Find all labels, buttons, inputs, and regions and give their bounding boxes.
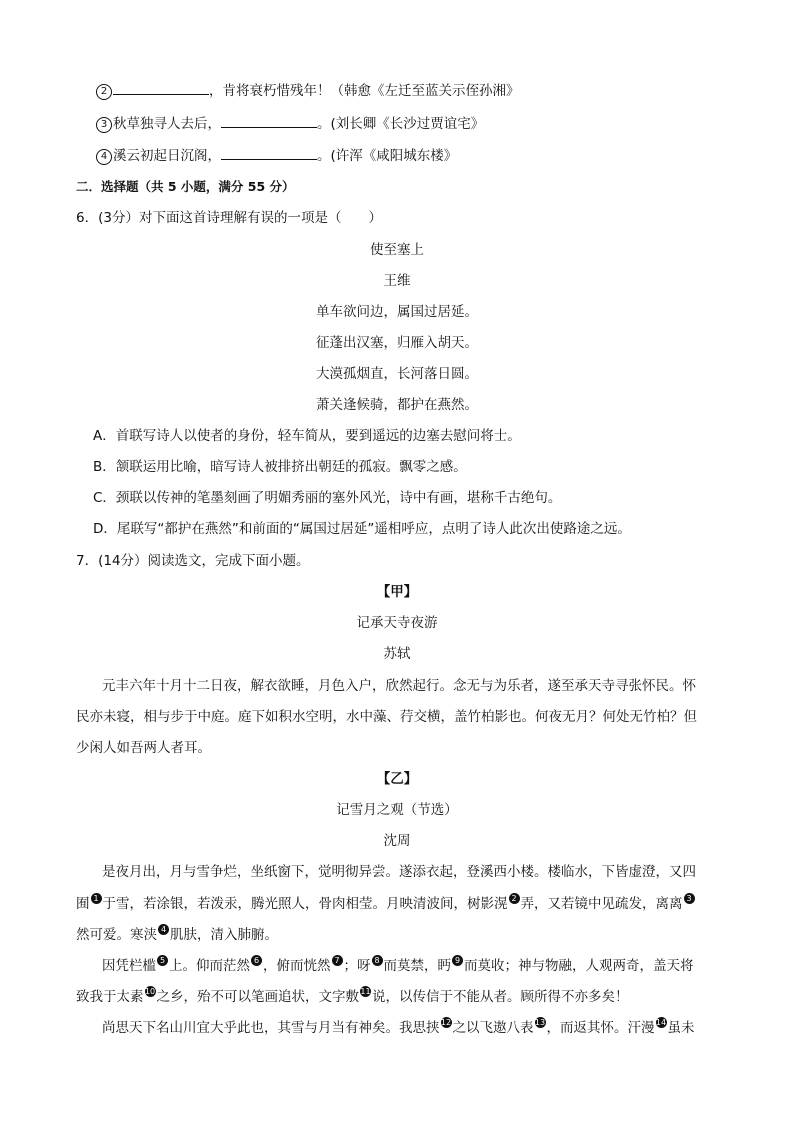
passage-title-yi: 记雪月之观（节选） xyxy=(336,802,458,818)
passage-line: 元丰六年十月十二日夜，解衣欲睡，月色入户，欣然起行。念无与为乐者，遂至承天寺寻张怀民。怀 xyxy=(102,678,696,694)
footnote-marker: 3 xyxy=(684,893,695,904)
fill-item-4: 4 溪云初起日沉阁， 。(许浑《咸阳城东楼》 xyxy=(96,145,457,166)
passage-author-yi: 沈周 xyxy=(383,833,411,849)
poem-title: 使至塞上 xyxy=(370,242,424,258)
item-number: 4 xyxy=(96,149,112,165)
fill-item-2: 2 ，肯将衰朽惜残年！（韩愈《左迁至蓝关示侄孙湘》 xyxy=(96,80,520,101)
footnote-marker: 11 xyxy=(360,987,371,996)
footnote-marker: 2 xyxy=(509,893,520,904)
footnote-marker: 10 xyxy=(144,987,156,996)
passage-line: 民亦未寝，相与步于中庭。庭下如积水空明，水中藻、荇交横，盖竹柏影也。何夜无月？何处无竹柏？但 xyxy=(76,709,697,725)
poem-line: 单车欲问边，属国过居延。 xyxy=(316,304,478,320)
footnote-marker: 7 xyxy=(332,955,343,966)
item-number: 3 xyxy=(96,117,112,133)
question-6-stem: 6．(3分）对下面这首诗理解有误的一项是（ ） xyxy=(76,210,382,226)
passage-line: 少闲人如吾两人者耳。 xyxy=(76,740,211,756)
passage-line: 致我于太素10之乡，殆不可以笔画追状，文字敷11说，以传信于不能从者。顾所得不亦多矣！ xyxy=(76,987,629,1005)
passage-title-jia: 记承天寺夜游 xyxy=(356,615,438,631)
passage-line: 因凭栏槛 5 上。仰而茫然 6 ，俯而恍然 7 ；呀 8 而莫禁，眄 9 而莫收；神与物融，人观两奇，盖天将 xyxy=(102,956,694,974)
poem-line: 大漠孤烟直，长河落日圆。 xyxy=(316,366,478,382)
option-c[interactable]: C．颈联以传神的笔墨刻画了明媚秀丽的塞外风光，诗中有画，堪称千古绝句。 xyxy=(93,490,562,506)
passage-line: 尚思天下名山川宜大乎此也，其雪与月当有神矣。我思挟12之以飞遨八表13，而返其怀。汗漫14虽未 xyxy=(102,1018,695,1036)
footnote-marker: 13 xyxy=(534,1018,546,1027)
option-a[interactable]: A．首联写诗人以使者的身份，轻车简从，要到遥远的边塞去慰问将士。 xyxy=(93,428,521,444)
answer-blank[interactable] xyxy=(221,113,317,128)
passage-author-jia: 苏轼 xyxy=(383,646,411,662)
section-title: 二．选择题（共 5 小题，满分 55 分） xyxy=(76,179,295,194)
footnote-marker: 12 xyxy=(440,1018,452,1027)
poem-line: 萧关逢候骑，都护在燕然。 xyxy=(316,397,478,413)
question-7-stem: 7．(14分）阅读选文，完成下面小题。 xyxy=(76,553,310,569)
footnote-marker: 9 xyxy=(452,955,463,966)
footnote-marker: 1 xyxy=(91,893,102,904)
option-d[interactable]: D．尾联写“都护在燕然”和前面的“属国过居延”遥相呼应，点明了诗人此次出使路途之远。 xyxy=(93,521,631,537)
footnote-marker: 4 xyxy=(158,924,169,935)
fill-item-3: 3 秋草独寻人去后， 。(刘长卿《长沙过贾谊宅》 xyxy=(96,113,484,134)
passage-label-jia: 【甲】 xyxy=(376,584,418,600)
item-number: 2 xyxy=(96,84,112,100)
passage-line: 然可爱。寒浃 4 肌肤，清入肺腑。 xyxy=(76,925,278,943)
option-b[interactable]: B．颔联运用比喻，暗写诗人被排挤出朝廷的孤寂。飘零之感。 xyxy=(93,459,467,475)
footnote-marker: 5 xyxy=(157,955,168,966)
poem-line: 征蓬出汉塞，归雁入胡天。 xyxy=(316,335,478,351)
passage-line: 囿 1 于雪，若涂银，若泼汞，腾光照人，骨肉相莹。月映清波间，树影滉 2 弄，又若镜中见疏发，离离 3 xyxy=(76,893,696,914)
poem-author: 王维 xyxy=(383,273,411,289)
footnote-marker: 6 xyxy=(251,955,262,966)
answer-blank[interactable] xyxy=(113,80,209,95)
answer-blank[interactable] xyxy=(221,145,317,160)
footnote-marker: 14 xyxy=(655,1018,667,1027)
passage-line: 是夜月出，月与雪争烂，坐纸窗下，觉明彻异尝。遂添衣起，登溪西小楼。楼临水，下皆虚澄，又四 xyxy=(102,864,696,880)
footnote-marker: 8 xyxy=(372,955,383,966)
passage-label-yi: 【乙】 xyxy=(376,771,418,787)
